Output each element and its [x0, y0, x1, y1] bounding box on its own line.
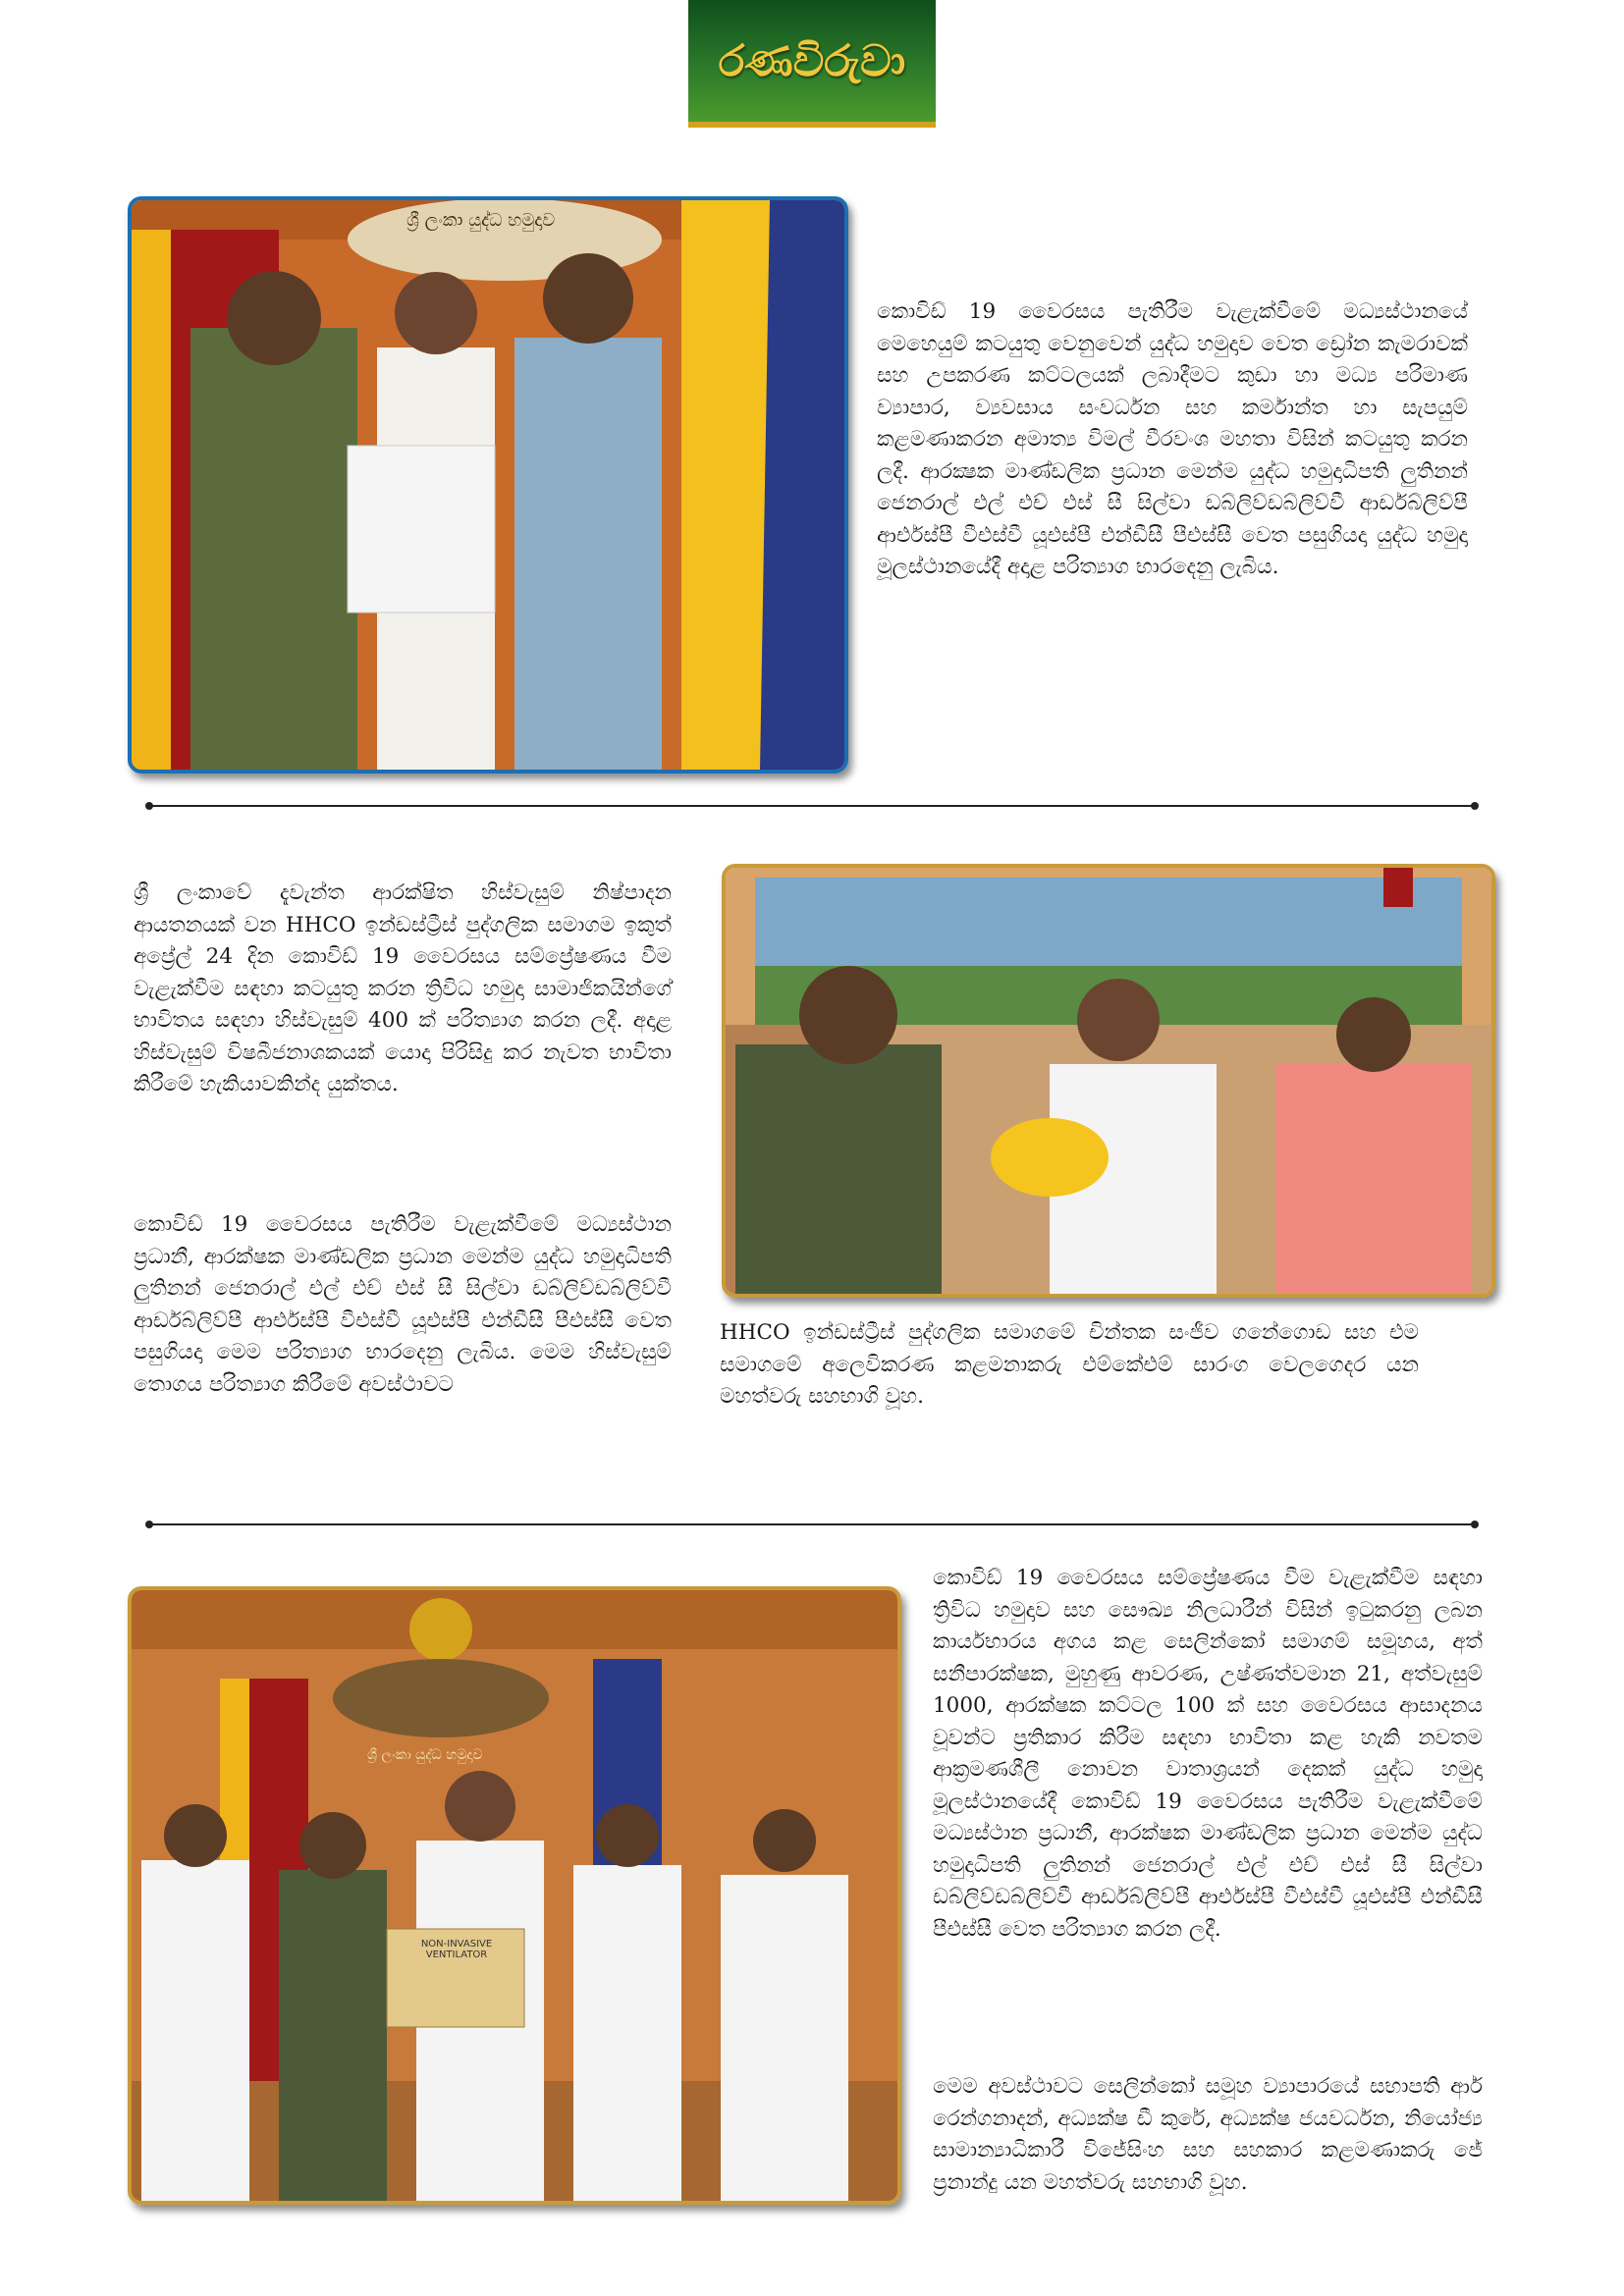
officer-figure [279, 1870, 387, 2201]
article3-paragraph1: කොවිඩ් 19 වෛරසය සම්ප්‍රේෂණය වීම වැළැක්වීම සඳහා ත්‍රිවිධ හමුදාව සහ සෞඛ්‍ය නිලධාරීන් විසින් ඉටුකරනු ලබන කාර්යභාරය අගය කළ සෙලින්කෝ සමාගම් සමූහය, අත් සනීපාරක්ෂක, මුහුණු ආවරණ, උෂ්ණත්වමාන 21, අත්වැසුම් 1000, ආරක්ෂක කට්ටල 100 ක් සහ වෛරසය ආසාදනය වූවන්ට ප්‍රතිකාර කිරීම සඳහා භාවිතා කළ හැකි නවතම ආක්‍රමණශීලී නොවන වාතාශ්‍රයන් දෙකක් යුද්ධ හමුදා මූලස්ථානයේදී කොවිඩ් 19 වෛරසය පැතිරීම වැළැක්වීමේ මධ්‍යස්ථාන ප්‍රධානී, ආරක්ෂක මාණ්ඩලික ප්‍රධාන මෙන්ම යුද්ධ හමුදාධිපති ලුතිනන් ජෙනරාල් එල් එච් එස් සී සිල්වා ඩබ්ලිව්ඩබ්ලිව්වී ආර්ඩබ්ලිව්පී ආර්එස්පී වීඑස්වී යූඑස්පී එන්ඩීසී පීඑස්සී වෙත පරිත්‍යාග කරන ලදී. [933, 1566, 1483, 1942]
photo3-crest-label: ශ්‍රී ලංකා යුද්ධ හමුදාව [367, 1747, 483, 1763]
helmet-donation-photo [722, 864, 1495, 1298]
officer-figure [735, 1044, 942, 1294]
ventilator-donation-photo [128, 1586, 901, 2205]
woman-figure [1275, 1064, 1472, 1294]
article2-text-1 [134, 878, 672, 1101]
man-figure [514, 338, 662, 770]
article2-paragraph2: කොවිඩ් 19 වෛරසය පැතිරීම වැළැක්වීමේ මධ්‍යස්ථාන ප්‍රධානී, ආරක්ෂක මාණ්ඩලික ප්‍රධාන මෙන්ම යුද්ධ හමුදාධිපති ලුතිනන් ජෙනරාල් එල් එච් එස් සී සිල්වා ඩබ්ලිව්ඩබ්ලිව්වී ආර්ඩබ්ලිව්පී ආර්එස්පී වීඑස්වී යූඑස්පී එන්ඩීසී පීඑස්සී වෙත පසුගියදා මෙම පරිත්‍යාග භාරදෙනු ලැබිය. මෙම හිස්වැසුම් තොගය පරිත්‍යාග කිරීමේ අවස්ථාවට [134, 1212, 672, 1397]
helmet [991, 1118, 1109, 1197]
man-figure [573, 1865, 681, 2201]
article1-text [877, 296, 1468, 584]
masthead-banner [688, 0, 936, 128]
article2-text-2 [134, 1209, 672, 1401]
man-figure [721, 1875, 848, 2201]
article3-text-2 [933, 2071, 1483, 2199]
drone-donation-photo [128, 196, 848, 774]
article2-caption-text: HHCO ඉන්ඩස්ට්‍රීස් පුද්ගලික සමාගමේ චින්තක සංජීව ගනේගොඩ සහ එම සමාගමේ අලෙවිකරණ කළමනාකරු එම්කේඑම් සාරංග වෙලගෙදර යන මහත්වරු සහභාගි වූහ. [720, 1320, 1419, 1409]
section-divider [149, 805, 1475, 807]
photo3-box-label: NON-INVASIVE VENTILATOR [420, 1939, 493, 1960]
section-divider [149, 1523, 1475, 1525]
man-figure [141, 1860, 249, 2201]
article3-text-1 [933, 1563, 1483, 1946]
article3-paragraph2: මෙම අවස්ථාවට සෙලින්කෝ සමූහ ව්‍යාපාරයේ සභාපති ආර් රෙන්ගනාදන්, අධ්‍යක්ෂ ඩී කුරේ, අධ්‍යක්ෂ ජයවර්ධන, නියෝජ්‍ය සාමාන්‍යාධිකාරී විජේසිංහ සහ සහකාර කළමණාකරු ජේ ප්‍රනාන්දු යන මහත්වරු සහභාගි වූහ. [933, 2074, 1483, 2195]
masthead-title: රණවිරුවා [718, 35, 906, 86]
drone-box [348, 446, 495, 613]
article2-paragraph1: ශ්‍රී ලංකාවේ දැවැන්ත ආරක්ෂිත හිස්වැසුම් නිෂ්පාදන ආයතනයක් වන HHCO ඉන්ඩස්ට්‍රීස් පුද්ගලික සමාගම ඉකුත් අප්‍රේල් 24 දින කොවිඩ් 19 වෛරසය සම්ප්‍රේෂණය වීම වැළැක්වීම සඳහා කටයුතු කරන ත්‍රිවිධ හමුදා සාමාජිකයින්ගේ භාවිතය සඳහා හිස්වැසුම් 400 ක් පරිත්‍යාග කරන ලදී. අදාළ හිස්වැසුම් විෂබීජනාශකයක් යොදා පිරිසිදු කර නැවත භාවිතා කිරීමේ හැකියාවකින්ද යුක්තය. [134, 881, 672, 1096]
photo1-crest-label: ශ්‍රී ලංකා යුද්ධ හමුදාව [406, 210, 556, 231]
article2-caption [720, 1317, 1419, 1414]
article1-paragraph: කොවිඩ් 19 වෛරසය පැතිරීම වැළැක්වීමේ මධ්‍යස්ථානයේ මෙහෙයුම් කටයුතු වෙනුවෙන් යුද්ධ හමුදාව වෙත ඩ්‍රෝන කැමරාවක් සහ උපකරණ කට්ටලයක් ලබාදීමට කුඩා හා මධ්‍ය පරිමාණ ව්‍යාපාර, ව්‍යවසාය සංවර්ධන සහ කර්මාන්ත හා සැපයුම් කළමණාකරන අමාත්‍ය විමල් වීරවංශ මහතා විසින් කටයුතු කරන ලදී. ආරක්‍ෂක මාණ්ඩලික ප්‍රධාන මෙන්ම යුද්ධ හමුදාධිපති ලුතිනන් ජෙනරාල් එල් එච් එස් සී සිල්වා ඩබ්ලිව්ඩබ්ලිව්වී ආර්ඩබ්ලිව්පී ආර්එස්පී වීඑස්වී යූඑස්පී එන්ඩීසී පීඑස්සී වෙත පසුගියදා යුද්ධ හමුදා මූලස්ථානයේදී අදාළ පරිත්‍යාග භාරදෙනු ලැබිය. [877, 299, 1468, 579]
officer-figure [190, 328, 357, 770]
